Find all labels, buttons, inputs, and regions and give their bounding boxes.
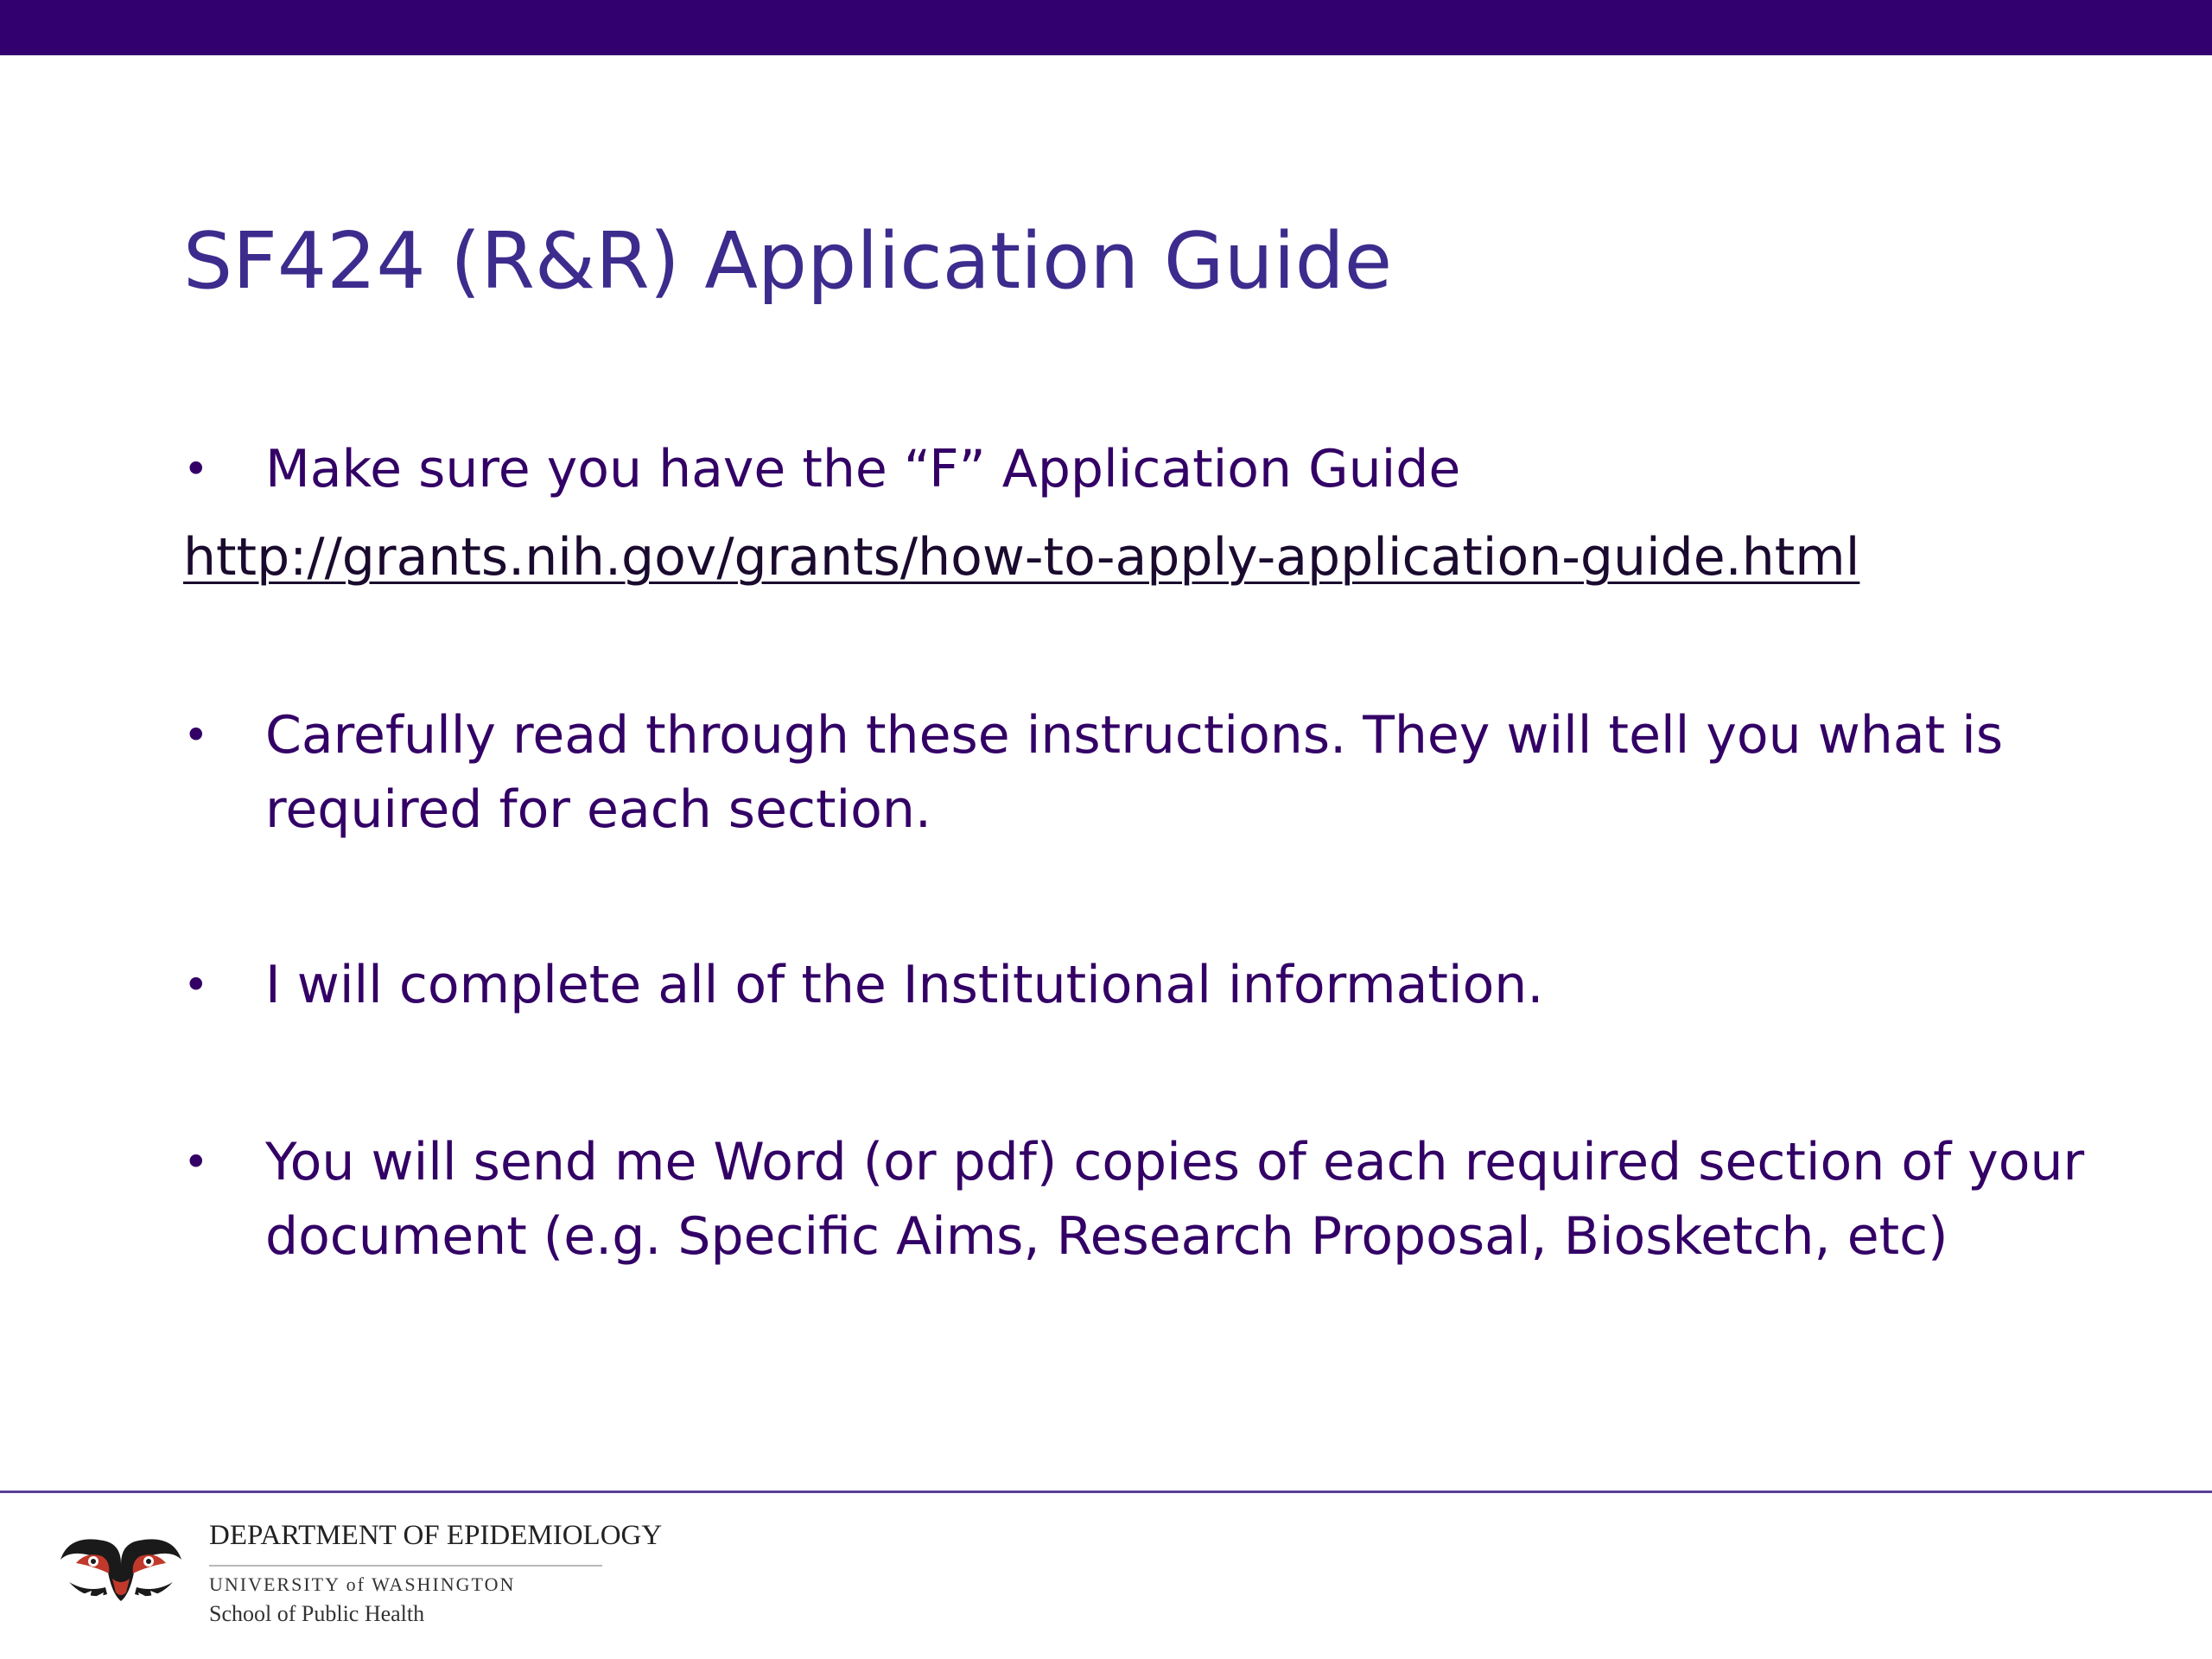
footer-logo bbox=[52, 1516, 663, 1637]
school-name: School of Public Health bbox=[209, 1601, 425, 1626]
bullet-text: You will send me Word (or pdf) copies of each required section of your document (e.g. Specific Aims, Research Proposal, Biosketch, etc) bbox=[265, 1132, 2085, 1267]
top-band bbox=[0, 0, 2212, 55]
department-name: DEPARTMENT OF EPIDEMIOLOGY bbox=[209, 1520, 663, 1551]
bullet-text: Carefully read through these instructions. They will tell you what is required for each section. bbox=[265, 705, 2004, 840]
bullet-item bbox=[183, 948, 2097, 1022]
application-guide-link[interactable]: http://grants.nih.gov/grants/how-to-apply-application-guide.html bbox=[183, 527, 1860, 588]
footer-divider bbox=[0, 1491, 2212, 1493]
bullet-item bbox=[183, 432, 2097, 506]
bullet-marker: • bbox=[183, 710, 209, 760]
bullet-text: I will complete all of the Institutional information. bbox=[265, 955, 1544, 1015]
bullet-item bbox=[183, 698, 2097, 847]
bullet-marker: • bbox=[183, 960, 209, 1010]
slide-title: SF424 (R&R) Application Guide bbox=[183, 216, 1393, 307]
bullet-text: Make sure you have the “F” Application Guide bbox=[265, 439, 1461, 499]
bullet-marker: • bbox=[183, 444, 209, 494]
logo-divider bbox=[209, 1565, 602, 1567]
bullet-marker: • bbox=[183, 1137, 209, 1187]
university-name: UNIVERSITY of WASHINGTON bbox=[209, 1573, 516, 1595]
orca-logo-icon bbox=[52, 1525, 190, 1611]
bullet-item bbox=[183, 1125, 2097, 1274]
